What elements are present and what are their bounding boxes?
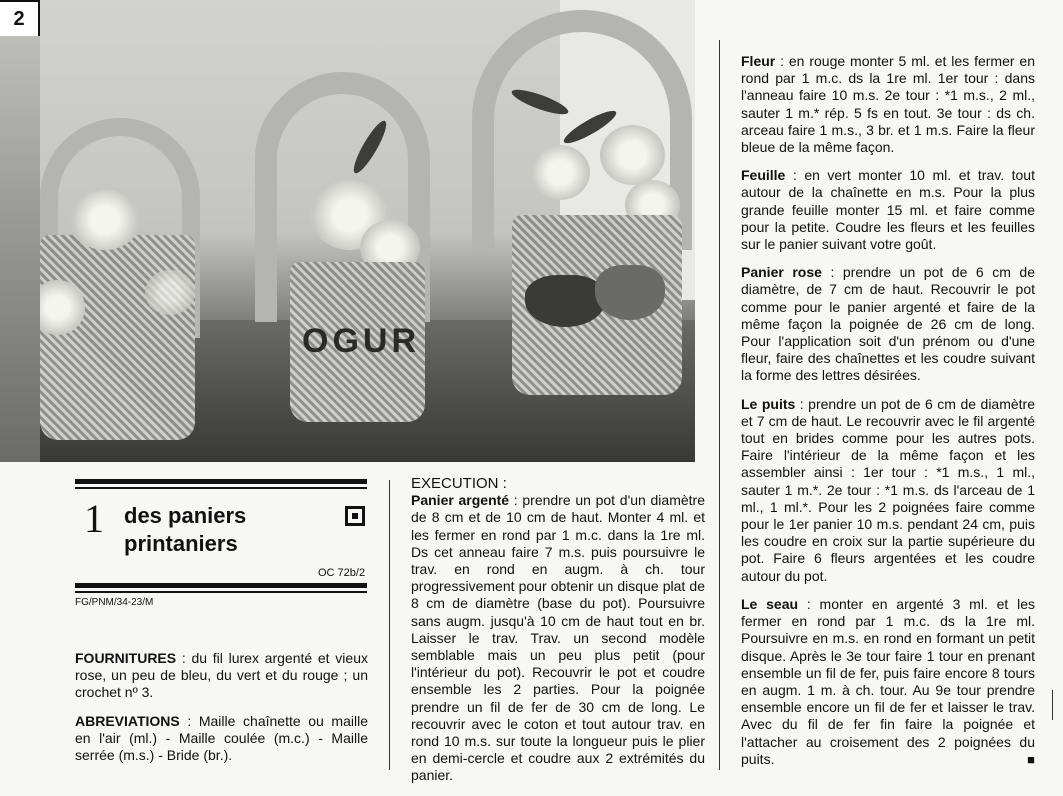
- seau-label: Le seau: [741, 595, 799, 612]
- abreviations-paragraph: [75, 713, 368, 765]
- fleur-text: : en rouge monter 5 ml. et les fermer en rond par 1 m.c. ds la 1re ml. 1er tour : dans l'anneau faire 10 m.s. 2e tour : *1 m.s., 2 ml., sauter 1 m.* rép. 5 fs en tout. 3e tour : ds ch. arceau faire 1 m.s., 3 br. et 1 m.s. Faire la fleur bleue de la même façon.: [741, 53, 1035, 156]
- photo-left-strip: [0, 36, 40, 462]
- end-mark-icon: ■: [1027, 751, 1035, 767]
- fleur-label: Fleur: [741, 53, 776, 69]
- panier-argente-label: Panier argenté: [411, 492, 510, 509]
- basket-left: [40, 235, 195, 440]
- column-divider-1: [389, 480, 390, 770]
- heart-applique: [525, 275, 605, 327]
- title-rule-top: [75, 479, 367, 484]
- heart-applique: [595, 265, 665, 320]
- page-number: 2: [0, 0, 40, 38]
- fournitures-text: : du fil lurex argenté et vieux rose, un peu de bleu, du vert et du rouge ; un crochet nº 3.: [75, 650, 368, 701]
- panier-rose-paragraph: [741, 264, 1035, 384]
- feuille-text: : en vert monter 10 ml. et trav. tout autour de la chaînette en m.s. Pour la plus grande feuille monter 15 ml. et faire comme pour la petite. Coudre les fleurs et les feuilles sur le panier suivant votre goût.: [741, 167, 1035, 253]
- feuille-label: Feuille: [741, 167, 786, 184]
- title-rule-bottom: [75, 583, 367, 588]
- flower: [530, 145, 590, 200]
- execution-heading: [411, 475, 705, 492]
- puits-paragraph: [741, 396, 1035, 585]
- flower: [600, 125, 665, 185]
- puits-label: Le puits: [741, 395, 796, 412]
- column-divider-2: [719, 40, 720, 770]
- middle-column: [411, 475, 705, 796]
- title-rule-bottom-thin: [75, 591, 367, 593]
- feuille-paragraph: [741, 167, 1035, 253]
- recipe-ref: FG/PNM/34-23/M: [75, 597, 154, 608]
- abreviations-label: ABREVIATIONS: [75, 712, 180, 729]
- seau-text: : monter en argenté 3 ml. et les fermer en rond par 1 m.c. ds la 1re ml. Poursuivre en m.s. en rond en formant un petit disque. Après le 3e tour faire 1 tour en prenant ensemble un fil de fer, puis faire encore 8 tours en augm. 1 m. à ch. tour. Au 9e tour prendre ensemble encore un fil de fer et laisser le trav. Avec du fil de fer fin faire la poignée et l'attacher au croisement des 2 poignées du puits.: [741, 595, 1036, 767]
- puits-text: : prendre un pot de 6 cm de diamètre et 7 cm de haut. Le recouvrir avec le fil argenté tout en brides comme pour les autres pots. Faire l'intérieur de la même façon et les assembler ainsi : 1er tour : *1 m.s., 1 ml., sauter 1 m.*. 2e tour : *1 m.s. ds l'arceau de 1 ml., 1 ml.*. Pour les 2 poignées faire comme pour le 1er panier 10 m.s. pendant 24 cm, puis les coudre en croix sur la partie supérieure du pot. Faire 6 fleurs argentées et les coudre autour du pot.: [741, 395, 1035, 584]
- margin-mark: [1052, 690, 1053, 720]
- recipe-title-line2: printaniers: [124, 531, 238, 556]
- right-column: [741, 53, 1035, 768]
- square-symbol-icon: [345, 506, 365, 526]
- recipe-title-line1: des paniers: [124, 503, 247, 528]
- panier-rose-text: : prendre un pot de 6 cm de diamètre, de 7 cm de haut. Recouvrir le pot comme pour le panier argenté et faire de la même façon la poignée de 26 cm de long. Pour l'application soit d'un prénom ou d'une fleur, faire des chaînettes et les coudre suivant la forme des lettres désirées.: [741, 264, 1036, 384]
- fournitures-paragraph: [75, 650, 368, 702]
- fleur-paragraph: [741, 53, 1035, 156]
- abreviations-text: : Maille chaînette ou maille en l'air (ml.) - Maille coulée (m.c.) - Maille serrée (m.s.) - Bride (br.).: [75, 712, 368, 764]
- recipe-code: OC 72b/2: [318, 567, 366, 579]
- title-rule-top-thin: [75, 487, 367, 489]
- panier-argente-paragraph: [411, 492, 705, 784]
- left-column: [75, 650, 368, 775]
- execution-label: EXECUTION :: [411, 475, 507, 492]
- photo-baskets: [40, 0, 695, 462]
- flower: [70, 190, 140, 250]
- panier-rose-label: Panier rose: [741, 264, 822, 281]
- recipe-number: 1: [84, 496, 104, 541]
- basket-letters: OGUR: [302, 322, 420, 360]
- panier-argente-text: : prendre un pot d'un diamètre de 8 cm et de 10 cm de haut. Monter 4 ml. et les fermer en rond par 1 m.c. dans la 1re ml. Ds cet anneau faire 7 m.s. puis poursuivre le trav. en rond en augm. à ch. tour progressivement pour obtenir un disque plat de 8 cm de diamètre (base du pot). Poursuivre sans augm. jusqu'à 10 cm de haut tout en br. Laisser le trav. Trav. un second modèle semblable mais un peu plus petit (pour l'intérieur du pot). Recouvrir le pot et coudre ensemble les 2 parties. Pour la poignée prendre un fil de fer de 30 cm de long. Le recouvrir avec le coton et tout autour trav. en rond 10 m.s. sur toute la longueur puis le plier en demi-cercle et coudre aux 2 extrémités du panier.: [411, 492, 705, 784]
- seau-paragraph: [741, 596, 1035, 768]
- fournitures-label: FOURNITURES: [75, 650, 177, 666]
- flower: [145, 270, 195, 315]
